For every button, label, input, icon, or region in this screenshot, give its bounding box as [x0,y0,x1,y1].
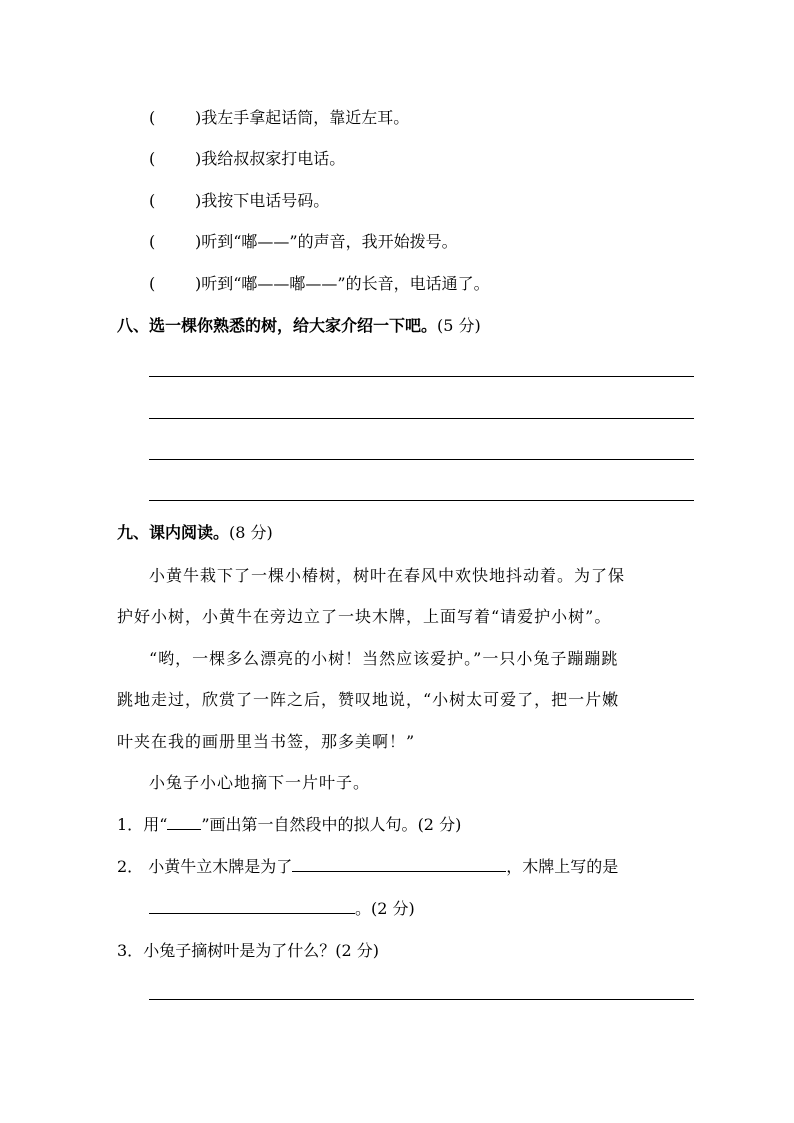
question-2: 2． 小黄牛立木牌是为了 ，木牌上写的是 [117,857,619,876]
ordering-item: ( )听到“嘟——嘟——”的长音，电话通了。 [149,274,490,293]
answer-paren[interactable]: ( [149,274,156,293]
ordering-item-text: 我按下电话号码。 [201,191,330,210]
passage-line: 小黄牛栽下了一棵小椿树，树叶在春风中欢快地抖动着。为了保 [149,566,626,585]
score-label: (8 分) [229,523,273,542]
ordering-item-text: 我给叔叔家打电话。 [201,149,346,168]
answer-line[interactable] [149,500,694,501]
ordering-item: ( )我左手拿起话筒，靠近左耳。 [149,108,410,127]
section-heading: 八、选一棵你熟悉的树，给大家介绍一下吧。(5 分) [117,316,481,335]
answer-paren[interactable]: ( [149,232,156,251]
score-label: (2 分) [371,899,415,918]
fill-blank[interactable] [149,899,355,914]
score-label: (2 分) [335,941,379,960]
question-3: 3．小兔子摘树叶是为了什么？(2 分) [117,941,379,960]
question-1: 1．用“ ”画出第一自然段中的拟人句。(2 分) [117,815,462,834]
passage-line: “哟，一棵多么漂亮的小树！当然应该爱护。”一只小兔子蹦蹦跳 [149,649,619,668]
ordering-item: ( )听到“嘟——”的声音，我开始拨号。 [149,232,458,251]
ordering-item-text: 听到“嘟——”的声音，我开始拨号。 [201,232,458,251]
passage-line: 小兔子小心地摘下一片叶子。 [149,773,371,792]
answer-line[interactable] [149,418,694,419]
passage-line: 叶夹在我的画册里当书签，那多美啊！” [117,732,416,751]
ordering-item-text: 听到“嘟——嘟——”的长音，电话通了。 [201,274,490,293]
answer-paren[interactable]: ( [149,108,156,127]
section-heading: 九、课内阅读。(8 分) [117,523,273,542]
answer-paren[interactable]: ( [149,149,156,168]
answer-line[interactable] [149,376,694,377]
ordering-item-text: 我左手拿起话筒，靠近左耳。 [201,108,410,127]
question-2-continued: 。(2 分) [149,898,415,920]
ordering-item: ( )我给叔叔家打电话。 [149,149,346,168]
score-label: (5 分) [437,316,481,335]
fill-blank[interactable] [292,857,506,872]
passage-line: 护好小树，小黄牛在旁边立了一块木牌，上面写着“请爱护小树”。 [117,607,612,626]
answer-line[interactable] [149,999,694,1000]
ordering-item: ( )我按下电话号码。 [149,191,330,210]
underline-sample [167,815,201,830]
answer-paren[interactable]: ( [149,191,156,210]
passage-line: 跳地走过，欣赏了一阵之后，赞叹地说，“小树太可爱了，把一片嫩 [117,690,620,709]
answer-line[interactable] [149,459,694,460]
score-label: (2 分) [417,815,462,834]
